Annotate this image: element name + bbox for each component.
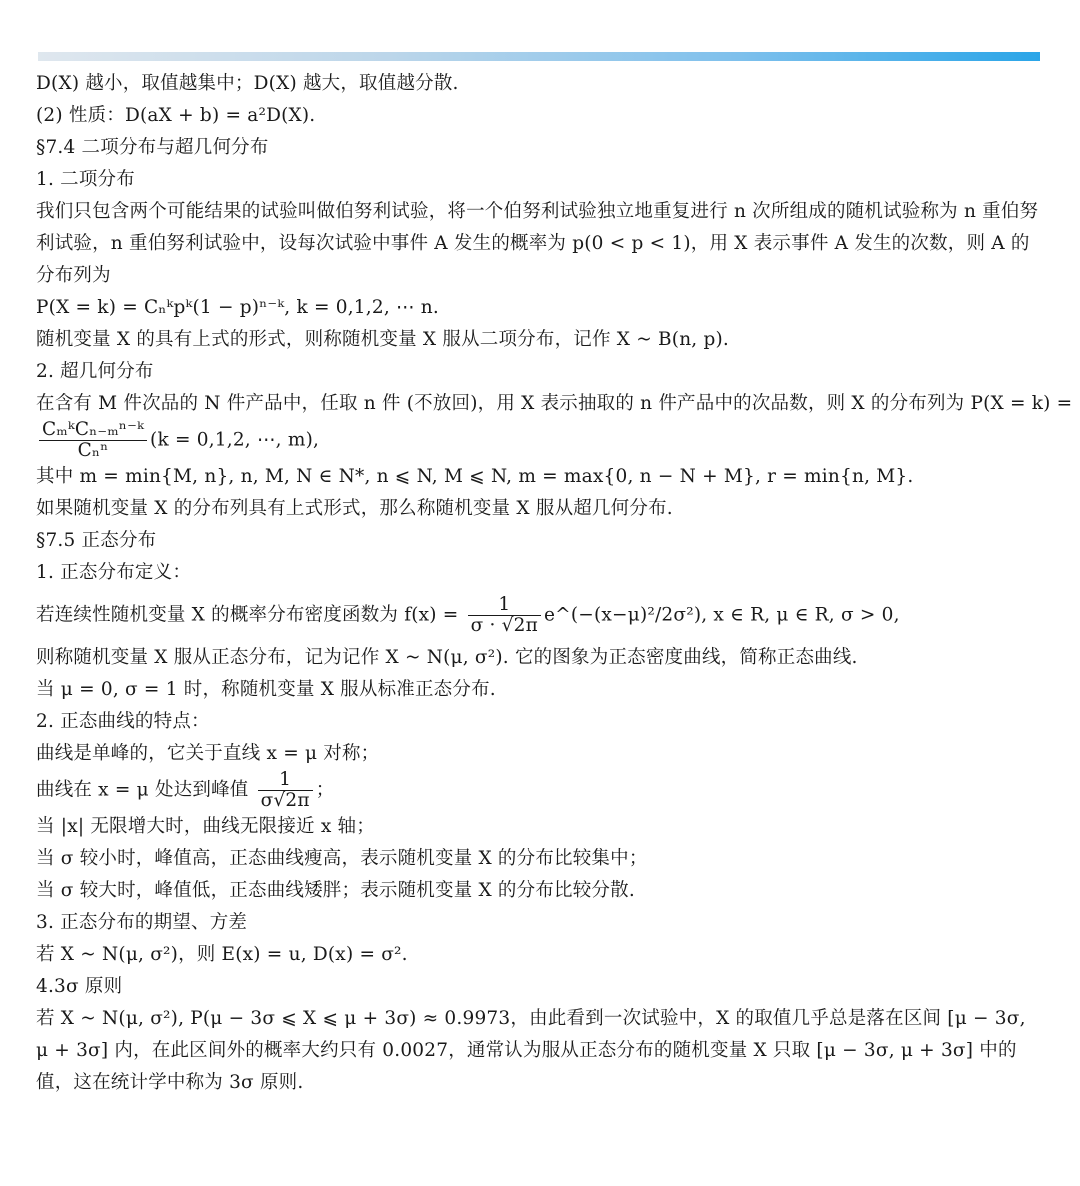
fraction — [468, 595, 541, 636]
fraction — [39, 420, 147, 461]
fraction-numerator: 1 — [258, 770, 313, 791]
text-line: 当 σ 较小时，峰值高，正态曲线瘦高，表示随机变量 X 的分布比较集中； — [36, 848, 648, 869]
formula-prefix: 曲线在 x = μ 处达到峰值 — [36, 779, 249, 801]
subsection-heading: 4.3σ 原则 — [36, 976, 123, 997]
text-line: 则称随机变量 X 服从正态分布，记为记作 X ~ N(μ, σ²). 它的图象为正态密度曲线，简称正态曲线. — [36, 647, 858, 668]
formula-line — [36, 595, 1042, 636]
formula-line — [36, 420, 1042, 461]
section-heading: §7.5 正态分布 — [36, 530, 157, 551]
fraction-denominator: σ · √2π — [470, 615, 538, 636]
section-heading: §7.4 二项分布与超几何分布 — [36, 137, 269, 158]
formula-suffix: ； — [315, 779, 335, 801]
fraction-denominator: σ√2π — [260, 790, 310, 811]
subsection-heading: 1. 正态分布定义： — [36, 562, 192, 583]
text-line: 曲线是单峰的，它关于直线 x = μ 对称； — [36, 743, 380, 764]
formula-line: P(X = k) = Cₙᵏpᵏ(1 − p)ⁿ⁻ᵏ, k = 0,1,2, ⋯ n. — [36, 297, 439, 318]
text-line: 如果随机变量 X 的分布列具有上式形式，那么称随机变量 X 服从超几何分布. — [36, 498, 673, 519]
text-line: 当 μ = 0, σ = 1 时，称随机变量 X 服从标准正态分布. — [36, 679, 496, 700]
text-line: 随机变量 X 的具有上式的形式，则称随机变量 X 服从二项分布，记作 X ~ B(n, p). — [36, 329, 730, 350]
document-body — [36, 68, 1073, 1099]
text-line: D(X) 越小，取值越集中；D(X) 越大，取值越分散. — [36, 73, 459, 94]
text-line: 若 X ~ N(μ, σ²)，则 E(x) = u, D(x) = σ². — [36, 944, 408, 965]
fraction-numerator: CₘᵏCₙ₋ₘⁿ⁻ᵏ — [39, 420, 147, 441]
paragraph: 若 X ~ N(μ, σ²), P(μ − 3σ ⩽ X ⩽ μ + 3σ) ≈ 0.9973，由此看到一次试验中，X 的取值几乎总是落在区间 [μ − 3σ, μ + 3σ] 内，在此区间外的概率大约只有 0.0027，通常认为服从正态分布的随机变量 X 只取 [μ − 3σ, μ + 3σ] 中的值，这在统计学中称为 3σ 原则. — [36, 1008, 1026, 1093]
subsection-heading: 3. 正态分布的期望、方差 — [36, 912, 248, 933]
fraction-denominator: Cₙⁿ — [77, 440, 109, 461]
text-line: 当 |x| 无限增大时，曲线无限接近 x 轴； — [36, 816, 375, 837]
fraction — [258, 770, 313, 811]
text-line: 在含有 M 件次品的 N 件产品中，任取 n 件 (不放回)，用 X 表示抽取的 n 件产品中的次品数，则 X 的分布列为 P(X = k) = — [36, 393, 1073, 414]
fraction-numerator: 1 — [468, 595, 541, 616]
subsection-heading: 2. 超几何分布 — [36, 361, 154, 382]
formula-line — [36, 770, 1042, 811]
formula-rest: (k = 0,1,2, ⋯, m), — [150, 429, 320, 451]
subsection-heading: 1. 二项分布 — [36, 169, 135, 190]
subsection-heading: 2. 正态曲线的特点： — [36, 711, 210, 732]
text-line: (2) 性质：D(aX + b) = a²D(X). — [36, 105, 316, 126]
text-line: 当 σ 较大时，峰值低，正态曲线矮胖；表示随机变量 X 的分布比较分散. — [36, 880, 635, 901]
paragraph: 我们只包含两个可能结果的试验叫做伯努利试验，将一个伯努利试验独立地重复进行 n 次所组成的随机试验称为 n 重伯努利试验，n 重伯努利试验中，设每次试验中事件 A 发生的概率为 p(0 < p < 1)，用 X 表示事件 A 发生的次数，则 A 的分布列为 — [36, 201, 1039, 286]
exponential-term: e^(−(x−μ)²/2σ²) — [544, 604, 702, 626]
formula-prefix: 若连续性随机变量 X 的概率分布密度函数为 f(x) = — [36, 604, 459, 626]
text-line: 其中 m = min{M, n}, n, M, N ∈ N*, n ⩽ N, M ⩽ N, m = max{0, n − N + M}, r = min{n, M}. — [36, 466, 914, 487]
formula-suffix: , x ∈ R, μ ∈ R, σ > 0, — [701, 604, 900, 626]
header-gradient-bar — [38, 52, 1040, 61]
